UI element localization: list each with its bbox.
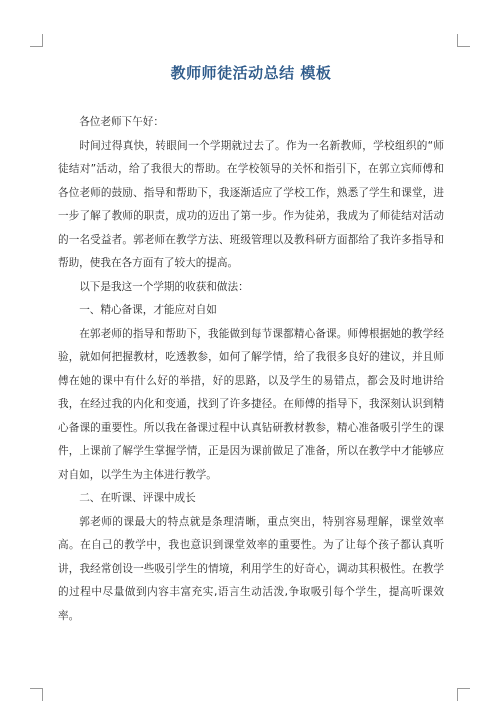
page-corner-mark-top-left (30, 34, 43, 47)
document-title: 教师师徒活动总结 模板 (170, 64, 332, 82)
page-corner-mark-top-right (457, 34, 470, 47)
section-1-paragraph: 在郭老师的指导和帮助下，我能做到每节课都精心备课。师傅根据她的教学经验，就如何把握教材，吃透教参，如何了解学情，给了我很多良好的建议，并且师傅在她的课中有什么好的举措，好的思路，以及学生的易错点，都会及时地讲给我，在经过我的内化和变通，找到了许多捷径。在师傅的指导下，我深刻认识到精心备课的重要性。所以我在备课过程中认真钻研教材教参，精心准备吸引学生的课件，上课前了解学生掌握学情，正是因为课前做足了准备，所以在教学中才能够应对自如，以学生为主体进行教学。 (58, 327, 444, 481)
page-corner-mark-bottom-right (457, 688, 470, 701)
section-heading-1: 一、精心备课，才能应对自如 (79, 304, 217, 316)
intro-paragraph: 时间过得真快，转眼间一个学期就过去了。作为一名新教师，学校组织的“师徒结对”活动，给了我很大的帮助。在学校领导的关怀和指引下，在郭立宾师傅和各位老师的鼓励、指导和帮助下，我逐渐适应了学校工作，熟悉了学生和课堂，进一步了解了教师的职责，成功的迈出了第一步。作为徒弟，我成为了师徒结对活动的一名受益者。郭老师在教学方法、班级管理以及教科研方面都给了我许多指导和帮助，使我在各方面有了较大的提高。 (58, 139, 444, 269)
page-corner-mark-bottom-left (30, 688, 43, 701)
section-2-paragraph: 郭老师的课最大的特点就是条理清晰，重点突出，特别容易理解，课堂效率高。在自己的教学中，我也意识到课堂效率的重要性。为了让每个孩子都认真听讲，我经常创设一些吸引学生的情境，利用学生的好奇心，调动其积极性。在教学的过程中尽量做到内容丰富充实,语言生动活泼,争取吸引每个学生，提高听课效率。 (58, 515, 444, 622)
summary-lead-paragraph: 以下是我这一个学期的收获和做法： (79, 280, 249, 293)
document-page (58, 62, 444, 628)
section-heading-2: 二、在听课、评课中成长 (79, 492, 196, 504)
greeting-paragraph: 各位老师下午好： (79, 116, 164, 128)
